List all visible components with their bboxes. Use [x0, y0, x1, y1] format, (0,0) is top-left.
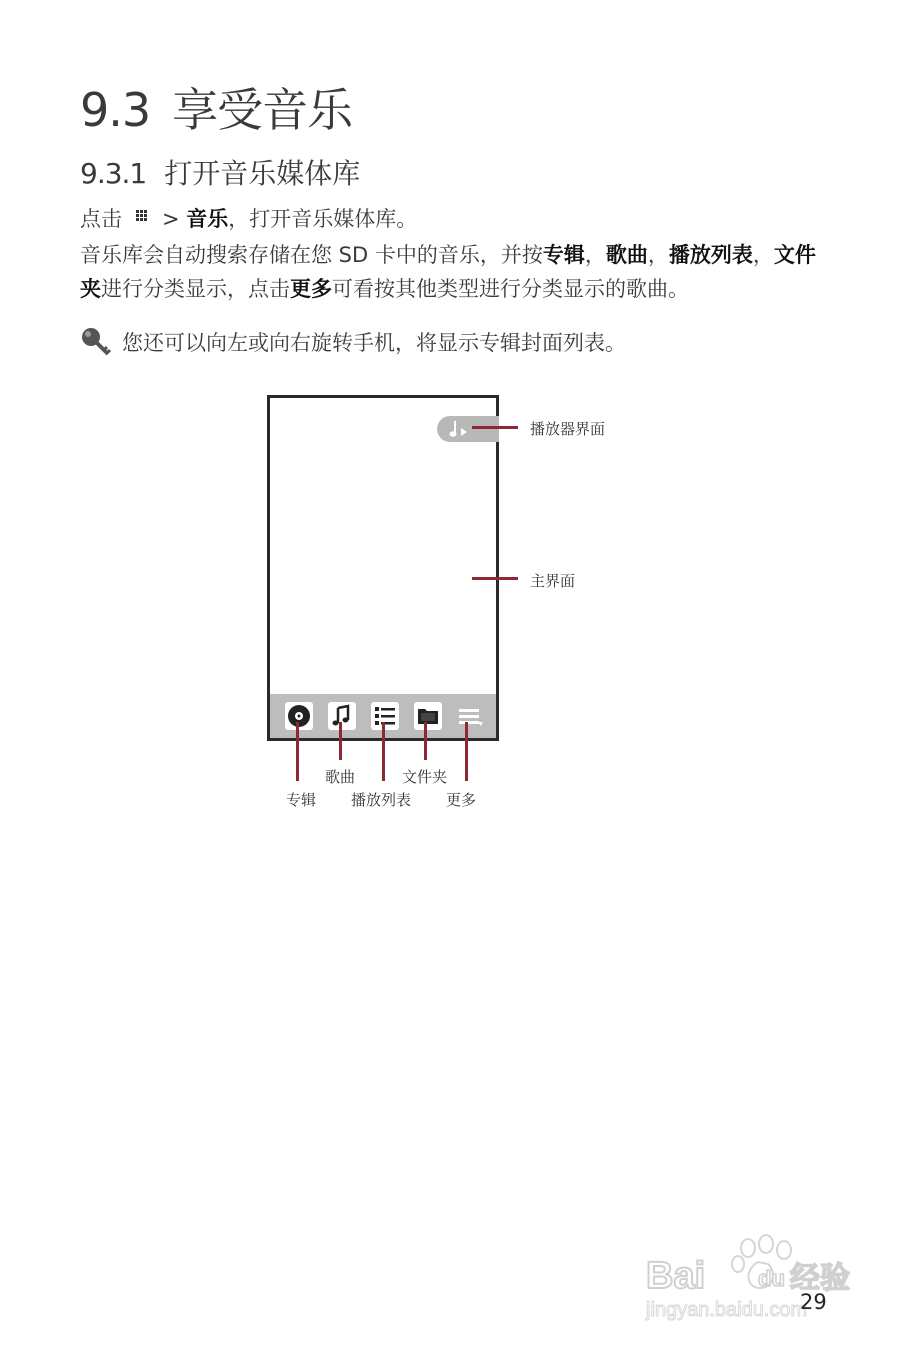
desc-songs: 歌曲 — [605, 243, 648, 267]
songs-tab-icon — [328, 702, 356, 730]
callout-main-line — [472, 577, 518, 580]
section-heading — [80, 74, 352, 140]
now-playing-icon — [449, 419, 471, 439]
desc-folder: 文件夹 — [80, 243, 816, 301]
tip-note — [80, 326, 626, 360]
baidu-paw-logo — [640, 1230, 860, 1330]
folder-tab-icon — [414, 702, 442, 730]
playlist-tab[interactable] — [371, 702, 399, 730]
desc-album: 专辑 — [542, 243, 585, 267]
instruction-arrow: > — [162, 207, 180, 231]
desc-sep-3: ， — [752, 243, 774, 267]
desc-more: 更多 — [290, 277, 332, 301]
instruction-suffix: ，打开音乐媒体库。 — [228, 207, 418, 231]
app-menu-icon — [128, 204, 156, 224]
more-tab[interactable] — [456, 702, 484, 730]
album-tab-icon — [285, 702, 313, 730]
callout-folder-line — [424, 722, 427, 760]
callout-album-line — [296, 722, 299, 781]
callout-songs-label: 歌曲 — [325, 768, 356, 786]
svg-text:jingyan.baidu.com: jingyan.baidu.com — [646, 1299, 808, 1321]
songs-tab[interactable] — [328, 702, 356, 730]
section-title: 享受音乐 — [172, 83, 353, 137]
callout-main-label: 主界面 — [530, 572, 576, 590]
callout-more-line — [465, 722, 468, 781]
svg-text:经验: 经验 — [790, 1261, 850, 1296]
subsection-heading — [80, 152, 360, 192]
subsection-title: 打开音乐媒体库 — [164, 157, 361, 190]
tip-text: 您还可以向左或向右旋转手机，将显示专辑封面列表。 — [122, 331, 626, 355]
svg-text:Bai: Bai — [646, 1255, 706, 1297]
instruction-paragraph — [80, 202, 417, 236]
phone-screen-diagram — [267, 395, 499, 741]
playlist-tab-icon — [371, 702, 399, 730]
callout-player-line — [472, 426, 518, 429]
callout-playlist-line — [382, 722, 385, 781]
tip-key-icon — [80, 326, 114, 358]
desc-sep-2: ， — [647, 243, 669, 267]
description-paragraph — [80, 238, 820, 306]
desc-sep-1: ， — [584, 243, 606, 267]
more-tab-icon — [456, 702, 484, 730]
folder-tab[interactable] — [414, 702, 442, 730]
callout-songs-line — [339, 722, 342, 760]
subsection-number: 9.3.1 — [80, 157, 147, 190]
desc-text-3: 可看按其他类型进行分类显示的歌曲。 — [332, 277, 689, 301]
callout-player-label: 播放器界面 — [530, 420, 606, 438]
desc-text-1: 音乐库会自动搜索存储在您 SD 卡中的音乐，并按 — [80, 243, 543, 267]
callout-album-label: 专辑 — [286, 791, 317, 809]
callout-folder-label: 文件夹 — [402, 768, 448, 786]
instruction-music-label: 音乐 — [186, 207, 229, 231]
album-tab[interactable] — [285, 702, 313, 730]
page-number: 29 — [800, 1290, 827, 1314]
section-number: 9.3 — [80, 83, 151, 137]
now-playing-button[interactable] — [437, 416, 499, 442]
desc-text-2: 进行分类显示，点击 — [101, 277, 290, 301]
callout-playlist-label: 播放列表 — [351, 791, 412, 809]
baidu-jingyan-watermark — [640, 1230, 860, 1330]
desc-playlist: 播放列表 — [668, 243, 753, 267]
callout-more-label: 更多 — [446, 791, 477, 809]
instruction-prefix: 点击 — [80, 207, 122, 231]
svg-text:du: du — [758, 1266, 785, 1291]
